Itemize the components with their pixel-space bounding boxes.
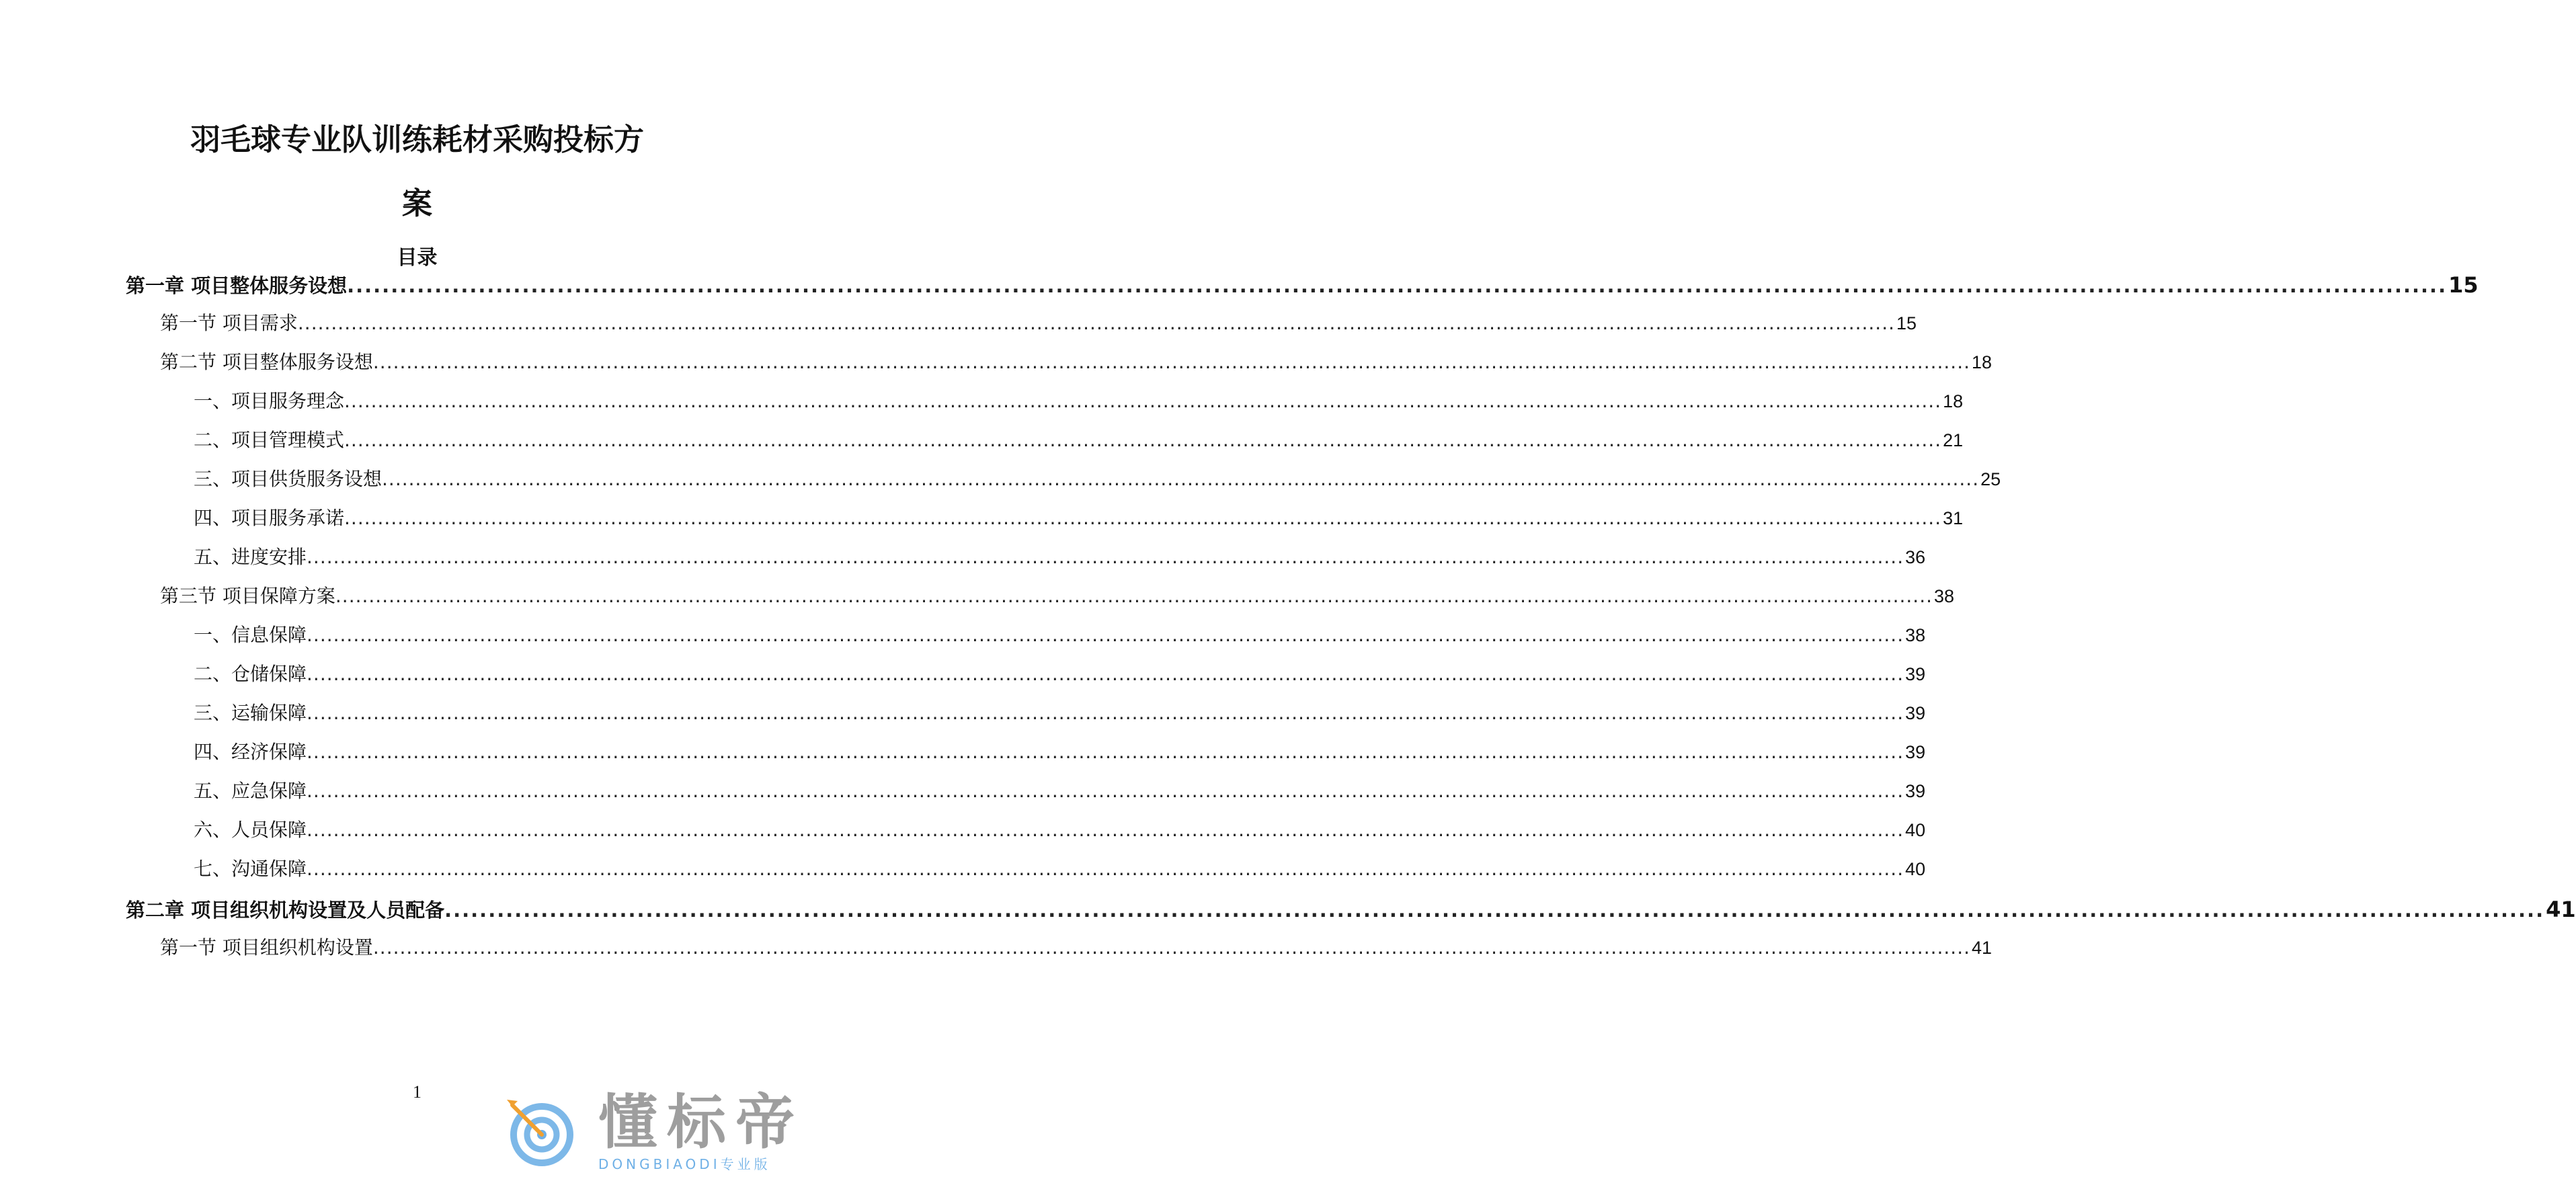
toc-entry[interactable] [126, 272, 2479, 299]
toc-entry-page: 15 [2448, 272, 2479, 298]
toc-dot-leader: ................................................................................................................................................................................................................................................ [307, 858, 1904, 880]
target-dart-logo-icon [503, 1092, 577, 1172]
toc-entry-page: 41 [2546, 897, 2576, 922]
toc-dot-leader: ................................................................................................................................................................................................................................................ [307, 780, 1904, 802]
toc-dot-leader: ................................................................................................................................................................................................................................................ [307, 819, 1904, 841]
toc-entry[interactable] [194, 661, 1926, 687]
toc-entry[interactable] [194, 428, 1964, 453]
toc-entry-label: 五、应急保障 [194, 780, 307, 802]
toc-entry[interactable] [194, 505, 1964, 531]
watermark-brand: 懂标帝 [598, 1088, 805, 1157]
toc-entry-page: 39 [1905, 664, 1926, 684]
toc-dot-leader: ................................................................................................................................................................................................................................................ [307, 663, 1904, 685]
watermark-subtitle: DONGBIAODI专业版 [598, 1156, 771, 1172]
toc-entry[interactable] [194, 856, 1926, 882]
toc-dot-leader: ................................................................................................................................................................................................................................................ [307, 546, 1904, 568]
toc-entry-page: 39 [1905, 703, 1926, 723]
toc-entry-label: 四、项目服务承诺 [194, 507, 345, 529]
toc-entry[interactable] [126, 896, 2576, 924]
toc-entry[interactable] [194, 700, 1926, 726]
toc-entry-label: 三、运输保障 [194, 702, 307, 724]
toc-entry[interactable] [194, 739, 1926, 765]
toc-entry[interactable] [194, 778, 1926, 804]
toc-entry-label: 第二节 项目整体服务设想 [160, 351, 373, 373]
toc-entry[interactable] [160, 583, 1955, 609]
toc-entry-page: 40 [1905, 859, 1926, 879]
toc-heading: 目录 [397, 246, 438, 270]
toc-entry-page: 38 [1934, 586, 1955, 606]
watermark [497, 1089, 820, 1176]
toc-dot-leader: ................................................................................................................................................................................................................................................ [344, 390, 1942, 412]
toc-dot-leader: ................................................................................................................................................................................................................................................ [335, 585, 1933, 607]
toc-entry-label: 第三节 项目保障方案 [160, 585, 335, 607]
toc-entry-label: 三、项目供货服务设想 [194, 468, 383, 490]
toc-entry-label: 二、仓储保障 [194, 663, 307, 685]
toc-dot-leader: ................................................................................................................................................................................................................................................ [444, 899, 2545, 922]
toc-entry[interactable] [160, 311, 1917, 336]
toc-entry-label: 四、经济保障 [194, 741, 307, 763]
toc-entry-page: 15 [1896, 313, 1917, 333]
toc-entry-label: 二、项目管理模式 [194, 429, 345, 451]
toc-entry-page: 39 [1905, 781, 1926, 801]
toc-entry-label: 第一章 项目整体服务设想 [126, 274, 348, 297]
toc-entry-label: 一、信息保障 [194, 624, 307, 646]
toc-entry-label: 第一节 项目需求 [160, 312, 298, 334]
toc-dot-leader: ................................................................................................................................................................................................................................................ [297, 312, 1895, 334]
toc-entry-page: 31 [1943, 508, 1964, 528]
toc-entry-label: 七、沟通保障 [194, 858, 307, 880]
toc-entry-page: 36 [1905, 547, 1926, 567]
toc-dot-leader: ................................................................................................................................................................................................................................................ [372, 351, 1970, 373]
toc-entry[interactable] [160, 935, 1993, 961]
page-number: 1 [413, 1082, 421, 1102]
toc-dot-leader: ................................................................................................................................................................................................................................................ [307, 741, 1904, 763]
toc-entry[interactable] [194, 544, 1926, 570]
toc-entry[interactable] [194, 622, 1926, 648]
toc-entry[interactable] [160, 350, 1993, 375]
toc-entry-page: 39 [1905, 742, 1926, 762]
toc-entry-label: 一、项目服务理念 [194, 390, 345, 412]
toc-entry-page: 38 [1905, 625, 1926, 645]
toc-entry-page: 41 [1972, 938, 1993, 958]
toc-entry[interactable] [194, 817, 1926, 843]
toc-dot-leader: ................................................................................................................................................................................................................................................ [307, 702, 1904, 724]
toc-dot-leader: ................................................................................................................................................................................................................................................ [344, 429, 1942, 451]
toc-entry-label: 五、进度安排 [194, 546, 307, 568]
toc-entry-page: 18 [1972, 352, 1993, 372]
document-title-line-1: 羽毛球专业队训练耗材采购投标方 [190, 122, 644, 157]
toc-entry[interactable] [194, 389, 1964, 414]
toc-entry-label: 第二章 项目组织机构设置及人员配备 [126, 899, 445, 922]
toc-dot-leader: ................................................................................................................................................................................................................................................ [344, 507, 1942, 529]
toc-entry-label: 六、人员保障 [194, 819, 307, 841]
toc-dot-leader: ................................................................................................................................................................................................................................................ [382, 468, 1980, 490]
toc-dot-leader: ................................................................................................................................................................................................................................................ [347, 274, 2448, 297]
toc-entry-page: 21 [1943, 430, 1964, 450]
toc-entry[interactable] [194, 466, 2001, 492]
toc-entry-page: 40 [1905, 820, 1926, 840]
toc-dot-leader: ................................................................................................................................................................................................................................................ [307, 624, 1904, 646]
toc-entry-page: 18 [1943, 391, 1964, 411]
document-title-line-2: 案 [401, 186, 432, 221]
toc-entry-page: 25 [1980, 469, 2001, 489]
toc-entry-label: 第一节 项目组织机构设置 [160, 936, 373, 959]
toc-dot-leader: ................................................................................................................................................................................................................................................ [372, 936, 1970, 959]
